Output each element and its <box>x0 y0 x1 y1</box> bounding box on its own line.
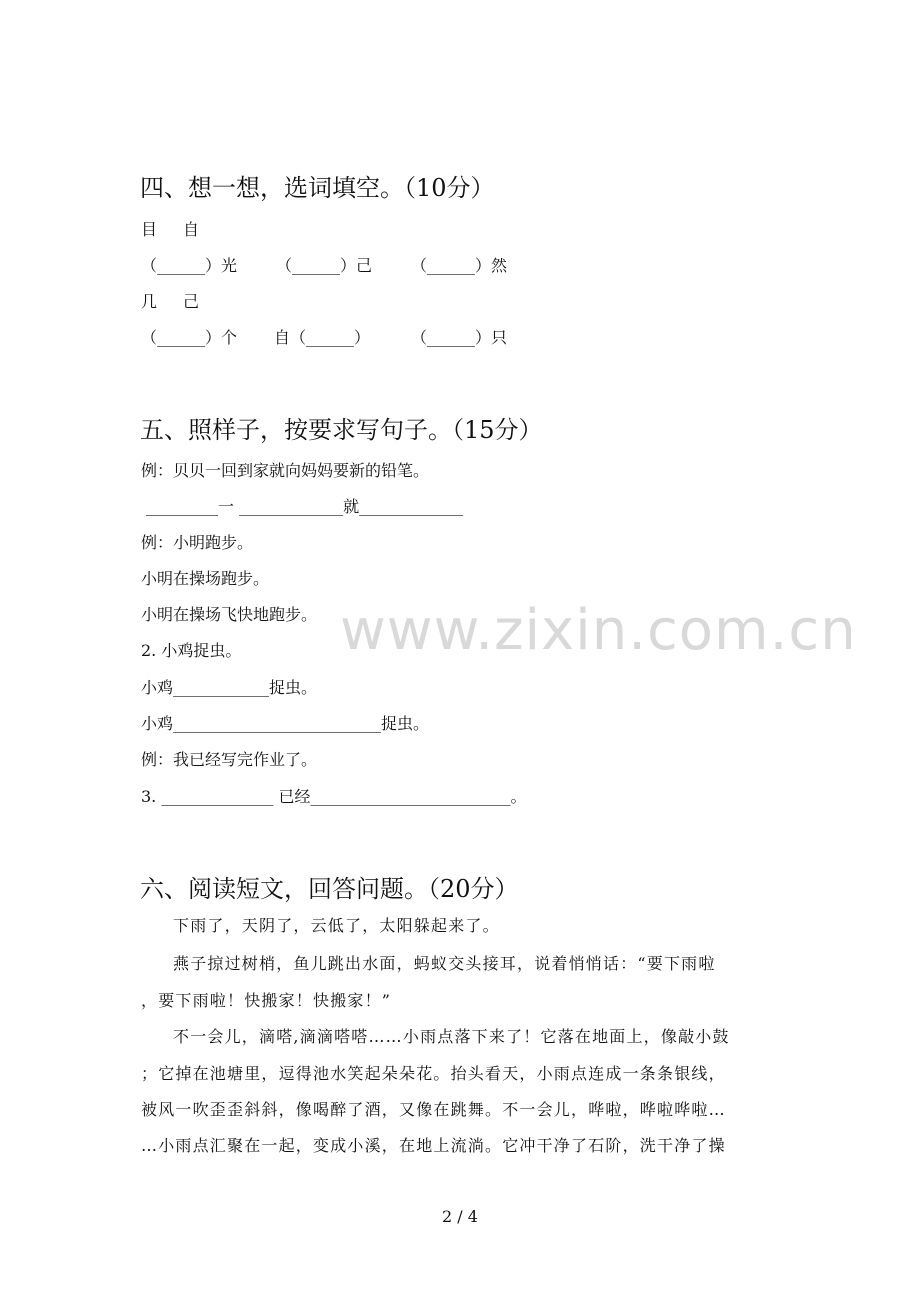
fill-blank: （______）然 <box>411 256 508 275</box>
fill-blank: （______）只 <box>411 328 508 347</box>
char-option: 己 <box>183 292 200 311</box>
section-5-heading: 五、照样子，按要求写句子。（15分） <box>140 416 543 444</box>
section-4-heading: 四、想一想，选词填空。（10分） <box>140 174 495 202</box>
page-number: 2 / 4 <box>442 1207 478 1226</box>
char-option: 几 <box>141 292 158 311</box>
question: 2. 小鸡捉虫。 <box>141 641 242 660</box>
char-option: 目 <box>141 220 158 239</box>
passage-line: 被风一吹歪歪斜斜，像喝醉了酒，又像在跳舞。不一会儿，哗啦，哗啦哗啦… <box>141 1100 726 1119</box>
passage-line: 不一会儿，滴嗒,滴滴嗒嗒……小雨点落下来了！它落在地面上，像敲小鼓 <box>173 1027 730 1046</box>
fill-blank: （______）光 <box>141 256 238 275</box>
section-6-heading: 六、阅读短文，回答问题。（20分） <box>140 875 519 903</box>
example-sentence: 小明在操场飞快地跑步。 <box>141 605 318 624</box>
fill-blank: （______）个 <box>141 328 238 347</box>
passage-line: …小雨点汇聚在一起，变成小溪，在地上流淌。它冲干净了石阶，洗干净了操 <box>141 1136 726 1155</box>
passage-line: 下雨了，天阴了，云低了，太阳躲起来了。 <box>173 916 500 935</box>
passage-line: ；它掉在池塘里，逗得池水笑起朵朵花。抬头看天，小雨点连成一条条银线， <box>141 1064 726 1083</box>
passage-line: 燕子掠过树梢，鱼儿跳出水面，蚂蚁交头接耳，说着悄悄话：“要下雨啦 <box>173 954 716 973</box>
question: 3. ______________ 已经_________________________。 <box>141 787 527 806</box>
fill-blank: （______）己 <box>276 256 373 275</box>
example-sentence: 例：贝贝一回到家就向妈妈要新的铅笔。 <box>141 461 430 480</box>
watermark: www.zixin.com.cn <box>340 598 857 663</box>
example-sentence: 例：我已经写完作业了。 <box>141 750 318 769</box>
answer-line: 小鸡____________捉虫。 <box>141 678 318 697</box>
passage-line: ，要下雨啦！快搬家！快搬家！” <box>141 991 392 1010</box>
answer-line: _________一 _____________就_____________ <box>146 497 464 516</box>
answer-line: 小鸡__________________________捉虫。 <box>141 714 430 733</box>
fill-blank: 自（______） <box>274 328 371 347</box>
char-option: 自 <box>183 220 200 239</box>
example-sentence: 小明在操场跑步。 <box>141 569 270 588</box>
example-sentence: 例：小明跑步。 <box>141 533 254 552</box>
